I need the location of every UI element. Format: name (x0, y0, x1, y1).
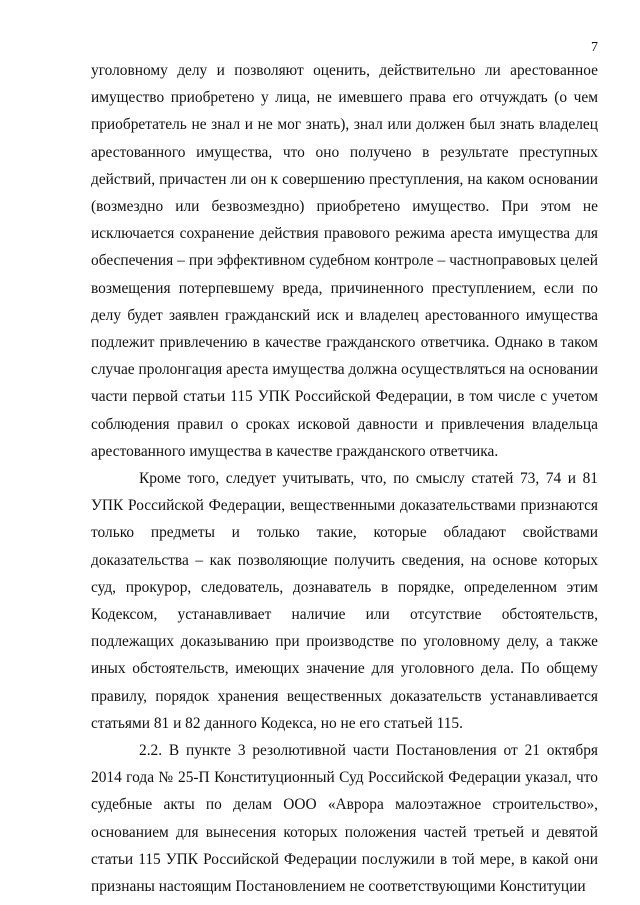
document-body (91, 57, 598, 900)
page-number: 7 (591, 40, 598, 55)
paragraph-1: уголовному делу и позволяют оценить, действительно ли арестованное имущество приобретено у лица, не имевшего права его отчуждать (о чем приобретатель не знал и не мог знать), знал или должен был знать владелец арестованного имущества, что оно получено в результате преступных действий, причастен ли он к совершению преступления, на каком основании (возмездно или безвозмездно) приобретено имущество. При этом не исключается сохранение действия правового режима ареста имущества для обеспечения – при эффективном судебном контроле – частноправовых целей возмещения потерпевшему вреда, причиненного преступлением, если по делу будет заявлен гражданский иск и владелец арестованного имущества подлежит привлечению в качестве гражданского ответчика. Однако в таком случае пролонгация ареста имущества должна осуществляться на основании части первой статьи 115 УПК Российской Федерации, в том числе с учетом соблюдения правил о сроках исковой давности и привлечения владельца арестованного имущества в качестве гражданского ответчика. (91, 62, 598, 460)
paragraph-3: 2.2. В пункте 3 резолютивной части Постановления от 21 октября 2014 года № 25-П Конституционный Суд Российской Федерации указал, что судебные акты по делам ООО «Аврора малоэтажное строительство», основанием для вынесения которых положения частей третьей и девятой статьи 115 УПК Российской Федерации послужили в той мере, в какой они признаны настоящим Постановлением не соответствующими Конституции (91, 742, 598, 896)
paragraph-2: Кроме того, следует учитывать, что, по смыслу статей 73, 74 и 81 УПК Российской Федерации, вещественными доказательствами признаются только предметы и только такие, которые обладают свойствами доказательства – как позволяющие получить сведения, на основе которых суд, прокурор, следователь, дознаватель в порядке, определенном этим Кодексом, устанавливает наличие или отсутствие обстоятельств, подлежащих доказыванию при производстве по уголовному делу, а также иных обстоятельств, имеющих значение для уголовного дела. По общему правилу, порядок хранения вещественных доказательств устанавливается статьями 81 и 82 данного Кодекса, но не его статьей 115. (91, 470, 598, 732)
